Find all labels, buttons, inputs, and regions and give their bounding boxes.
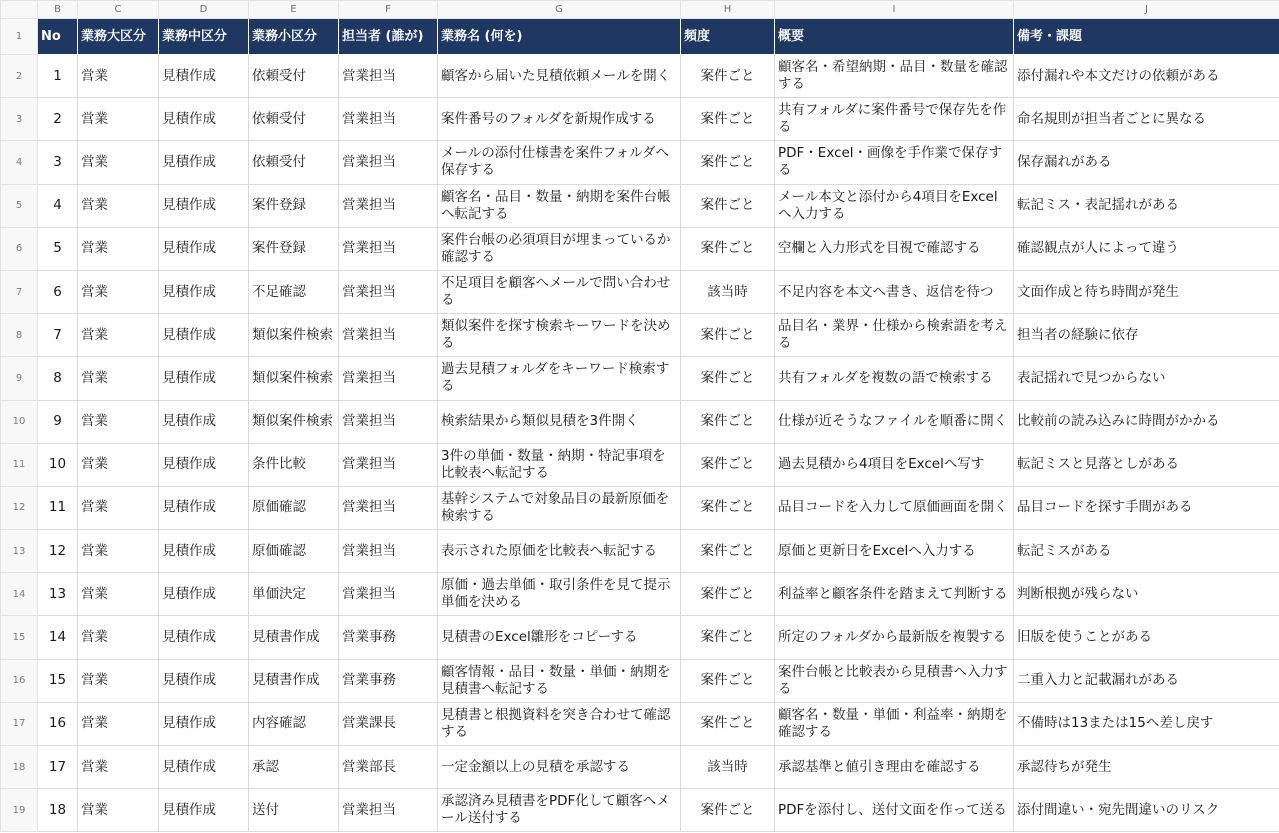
- cell-no[interactable]: 8: [38, 357, 78, 400]
- row-header[interactable]: 12: [1, 486, 38, 529]
- cell-summary[interactable]: 所定のフォルダから最新版を複製する: [775, 616, 1014, 659]
- cell-frequency[interactable]: 該当時: [681, 746, 775, 789]
- cell-task-name[interactable]: 顧客名・品目・数量・納期を案件台帳へ転記する: [438, 184, 681, 227]
- table-row: [1, 702, 1279, 745]
- cell-frequency[interactable]: 該当時: [681, 270, 775, 313]
- cell-category-middle[interactable]: 見積作成: [159, 789, 249, 832]
- cell-summary[interactable]: PDFを添付し、送付文面を作って送る: [775, 789, 1014, 832]
- cell-task-name[interactable]: 表示された原価を比較表へ転記する: [438, 530, 681, 573]
- cell-summary[interactable]: 仕様が近そうなファイルを順番に開く: [775, 400, 1014, 443]
- table-row: [1, 530, 1279, 573]
- cell-summary[interactable]: 共有フォルダを複数の語で検索する: [775, 357, 1014, 400]
- table-header-row: [1, 19, 1279, 55]
- header-no[interactable]: No: [38, 19, 78, 55]
- cell-no[interactable]: 3: [38, 141, 78, 184]
- cell-notes[interactable]: 比較前の読み込みに時間がかかる: [1014, 400, 1279, 443]
- row-header[interactable]: 16: [1, 659, 38, 702]
- cell-summary[interactable]: メール本文と添付から4項目をExcelへ入力する: [775, 184, 1014, 227]
- cell-category-middle[interactable]: 見積作成: [159, 659, 249, 702]
- cell-summary[interactable]: 案件台帳と比較表から見積書へ入力する: [775, 659, 1014, 702]
- cell-category-minor[interactable]: 承認: [249, 746, 339, 789]
- cell-owner[interactable]: 営業担当: [339, 486, 438, 529]
- cell-frequency[interactable]: 案件ごと: [681, 314, 775, 357]
- table-row: [1, 746, 1279, 789]
- cell-summary[interactable]: 原価と更新日をExcelへ入力する: [775, 530, 1014, 573]
- cell-summary[interactable]: 顧客名・希望納期・品目・数量を確認する: [775, 55, 1014, 98]
- cell-category-major[interactable]: 営業: [78, 141, 159, 184]
- cell-frequency[interactable]: 案件ごと: [681, 702, 775, 745]
- cell-category-minor[interactable]: 案件登録: [249, 227, 339, 270]
- row-header[interactable]: 9: [1, 357, 38, 400]
- cell-category-major[interactable]: 営業: [78, 789, 159, 832]
- cell-no[interactable]: 7: [38, 314, 78, 357]
- table-row: [1, 659, 1279, 702]
- cell-category-middle[interactable]: 見積作成: [159, 530, 249, 573]
- row-header[interactable]: 4: [1, 141, 38, 184]
- row-header[interactable]: 8: [1, 314, 38, 357]
- cell-category-major[interactable]: 営業: [78, 702, 159, 745]
- cell-frequency[interactable]: 案件ごと: [681, 659, 775, 702]
- cell-frequency[interactable]: 案件ごと: [681, 486, 775, 529]
- cell-category-major[interactable]: 営業: [78, 357, 159, 400]
- sheet-body: [1, 1, 1279, 832]
- cell-category-major[interactable]: 営業: [78, 184, 159, 227]
- column-header-b[interactable]: B: [38, 1, 78, 19]
- column-header-i[interactable]: I: [775, 1, 1014, 19]
- cell-category-middle[interactable]: 見積作成: [159, 184, 249, 227]
- cell-frequency[interactable]: 案件ごと: [681, 227, 775, 270]
- cell-notes[interactable]: 担当者の経験に依存: [1014, 314, 1279, 357]
- cell-summary[interactable]: 過去見積から4項目をExcelへ写す: [775, 443, 1014, 486]
- cell-category-major[interactable]: 営業: [78, 616, 159, 659]
- cell-notes[interactable]: 転記ミスがある: [1014, 530, 1279, 573]
- cell-no[interactable]: 18: [38, 789, 78, 832]
- table-row: [1, 184, 1279, 227]
- cell-notes[interactable]: 表記揺れで見つからない: [1014, 357, 1279, 400]
- column-header-e[interactable]: E: [249, 1, 339, 19]
- cell-notes[interactable]: 転記ミスと見落としがある: [1014, 443, 1279, 486]
- cell-category-minor[interactable]: 類似案件検索: [249, 314, 339, 357]
- cell-task-name[interactable]: 案件台帳の必須項目が埋まっているか確認する: [438, 227, 681, 270]
- table-row: [1, 357, 1279, 400]
- cell-task-name[interactable]: 基幹システムで対象品目の最新原価を検索する: [438, 486, 681, 529]
- cell-category-middle[interactable]: 見積作成: [159, 55, 249, 98]
- table-row: [1, 141, 1279, 184]
- cell-notes[interactable]: 確認観点が人によって違う: [1014, 227, 1279, 270]
- table-row: [1, 486, 1279, 529]
- column-header-row: [1, 1, 1279, 19]
- cell-no[interactable]: 11: [38, 486, 78, 529]
- cell-notes[interactable]: 品目コードを探す手間がある: [1014, 486, 1279, 529]
- cell-category-minor[interactable]: 単価決定: [249, 573, 339, 616]
- cell-frequency[interactable]: 案件ごと: [681, 55, 775, 98]
- cell-summary[interactable]: 利益率と顧客条件を踏まえて判断する: [775, 573, 1014, 616]
- cell-category-major[interactable]: 営業: [78, 400, 159, 443]
- cell-owner[interactable]: 営業担当: [339, 573, 438, 616]
- cell-notes[interactable]: 不備時は13または15へ差し戻す: [1014, 702, 1279, 745]
- cell-category-minor[interactable]: 不足確認: [249, 270, 339, 313]
- cell-owner[interactable]: 営業担当: [339, 357, 438, 400]
- cell-no[interactable]: 4: [38, 184, 78, 227]
- cell-category-minor[interactable]: 内容確認: [249, 702, 339, 745]
- row-header[interactable]: 17: [1, 702, 38, 745]
- cell-category-major[interactable]: 営業: [78, 98, 159, 141]
- cell-no[interactable]: 15: [38, 659, 78, 702]
- cell-notes[interactable]: 判断根拠が残らない: [1014, 573, 1279, 616]
- cell-category-major[interactable]: 営業: [78, 659, 159, 702]
- row-header[interactable]: 14: [1, 573, 38, 616]
- cell-no[interactable]: 14: [38, 616, 78, 659]
- table-row: [1, 789, 1279, 832]
- cell-no[interactable]: 12: [38, 530, 78, 573]
- row-header[interactable]: 15: [1, 616, 38, 659]
- cell-category-middle[interactable]: 見積作成: [159, 314, 249, 357]
- cell-owner[interactable]: 営業課長: [339, 702, 438, 745]
- cell-task-name[interactable]: 3件の単価・数量・納期・特記事項を比較表へ転記する: [438, 443, 681, 486]
- cell-category-minor[interactable]: 類似案件検索: [249, 400, 339, 443]
- cell-category-minor[interactable]: 原価確認: [249, 486, 339, 529]
- cell-no[interactable]: 13: [38, 573, 78, 616]
- cell-task-name[interactable]: 見積書と根拠資料を突き合わせて確認する: [438, 702, 681, 745]
- cell-owner[interactable]: 営業担当: [339, 184, 438, 227]
- cell-category-minor[interactable]: 見積書作成: [249, 616, 339, 659]
- cell-category-middle[interactable]: 見積作成: [159, 702, 249, 745]
- cell-owner[interactable]: 営業事務: [339, 659, 438, 702]
- cell-no[interactable]: 17: [38, 746, 78, 789]
- cell-no[interactable]: 16: [38, 702, 78, 745]
- row-header[interactable]: 3: [1, 98, 38, 141]
- row-header[interactable]: 1: [1, 19, 38, 55]
- cell-task-name[interactable]: 見積書のExcel雛形をコピーする: [438, 616, 681, 659]
- cell-frequency[interactable]: 案件ごと: [681, 141, 775, 184]
- cell-category-middle[interactable]: 見積作成: [159, 270, 249, 313]
- column-header-g[interactable]: G: [438, 1, 681, 19]
- table-row: [1, 573, 1279, 616]
- cell-task-name[interactable]: 原価・過去単価・取引条件を見て提示単価を決める: [438, 573, 681, 616]
- cell-notes[interactable]: 添付漏れや本文だけの依頼がある: [1014, 55, 1279, 98]
- cell-no[interactable]: 5: [38, 227, 78, 270]
- cell-category-major[interactable]: 営業: [78, 746, 159, 789]
- cell-task-name[interactable]: 検索結果から類似見積を3件開く: [438, 400, 681, 443]
- cell-category-minor[interactable]: 条件比較: [249, 443, 339, 486]
- cell-summary[interactable]: 共有フォルダに案件番号で保存先を作る: [775, 98, 1014, 141]
- row-header[interactable]: 6: [1, 227, 38, 270]
- cell-category-minor[interactable]: 依頼受付: [249, 55, 339, 98]
- cell-notes[interactable]: 命名規則が担当者ごとに異なる: [1014, 98, 1279, 141]
- cell-category-major[interactable]: 営業: [78, 530, 159, 573]
- row-header[interactable]: 13: [1, 530, 38, 573]
- row-header[interactable]: 11: [1, 443, 38, 486]
- cell-category-minor[interactable]: 類似案件検索: [249, 357, 339, 400]
- cell-category-middle[interactable]: 見積作成: [159, 573, 249, 616]
- cell-task-name[interactable]: 類似案件を探す検索キーワードを決める: [438, 314, 681, 357]
- cell-owner[interactable]: 営業担当: [339, 141, 438, 184]
- cell-summary[interactable]: 空欄と入力形式を目視で確認する: [775, 227, 1014, 270]
- row-header[interactable]: 10: [1, 400, 38, 443]
- column-header-h[interactable]: H: [681, 1, 775, 19]
- cell-summary[interactable]: 承認基準と値引き理由を確認する: [775, 746, 1014, 789]
- cell-summary[interactable]: PDF・Excel・画像を手作業で保存する: [775, 141, 1014, 184]
- row-header[interactable]: 19: [1, 789, 38, 832]
- cell-category-middle[interactable]: 見積作成: [159, 443, 249, 486]
- cell-owner[interactable]: 営業担当: [339, 227, 438, 270]
- table-row: [1, 616, 1279, 659]
- cell-category-middle[interactable]: 見積作成: [159, 357, 249, 400]
- cell-no[interactable]: 6: [38, 270, 78, 313]
- cell-task-name[interactable]: メールの添付仕様書を案件フォルダへ保存する: [438, 141, 681, 184]
- cell-no[interactable]: 9: [38, 400, 78, 443]
- table-row: [1, 443, 1279, 486]
- cell-category-major[interactable]: 営業: [78, 270, 159, 313]
- cell-owner[interactable]: 営業担当: [339, 270, 438, 313]
- cell-owner[interactable]: 営業担当: [339, 789, 438, 832]
- cell-category-middle[interactable]: 見積作成: [159, 141, 249, 184]
- table-row: [1, 227, 1279, 270]
- cell-owner[interactable]: 営業担当: [339, 98, 438, 141]
- cell-owner[interactable]: 営業担当: [339, 55, 438, 98]
- cell-owner[interactable]: 営業担当: [339, 530, 438, 573]
- cell-frequency[interactable]: 案件ごと: [681, 184, 775, 227]
- header-category-minor[interactable]: 業務小区分: [249, 19, 339, 55]
- cell-category-major[interactable]: 営業: [78, 314, 159, 357]
- header-notes[interactable]: 備考・課題: [1014, 19, 1279, 55]
- cell-category-major[interactable]: 営業: [78, 443, 159, 486]
- cell-notes[interactable]: 旧版を使うことがある: [1014, 616, 1279, 659]
- cell-category-minor[interactable]: 送付: [249, 789, 339, 832]
- row-header[interactable]: 5: [1, 184, 38, 227]
- header-summary[interactable]: 概要: [775, 19, 1014, 55]
- cell-summary[interactable]: 不足内容を本文へ書き、返信を待つ: [775, 270, 1014, 313]
- table-row: [1, 270, 1279, 313]
- cell-category-major[interactable]: 営業: [78, 486, 159, 529]
- column-header-d[interactable]: D: [159, 1, 249, 19]
- cell-task-name[interactable]: 不足項目を顧客へメールで問い合わせる: [438, 270, 681, 313]
- cell-category-middle[interactable]: 見積作成: [159, 486, 249, 529]
- table-row: [1, 55, 1279, 98]
- cell-category-middle[interactable]: 見積作成: [159, 616, 249, 659]
- cell-category-minor[interactable]: 依頼受付: [249, 141, 339, 184]
- cell-summary[interactable]: 品目名・業界・仕様から検索語を考える: [775, 314, 1014, 357]
- cell-task-name[interactable]: 顧客から届いた見積依頼メールを開く: [438, 55, 681, 98]
- header-category-middle[interactable]: 業務中区分: [159, 19, 249, 55]
- cell-notes[interactable]: 添付間違い・宛先間違いのリスク: [1014, 789, 1279, 832]
- cell-owner[interactable]: 営業担当: [339, 314, 438, 357]
- cell-category-middle[interactable]: 見積作成: [159, 98, 249, 141]
- cell-notes[interactable]: 文面作成と待ち時間が発生: [1014, 270, 1279, 313]
- header-frequency[interactable]: 頻度: [681, 19, 775, 55]
- cell-no[interactable]: 10: [38, 443, 78, 486]
- cell-owner[interactable]: 営業部長: [339, 746, 438, 789]
- cell-owner[interactable]: 営業担当: [339, 443, 438, 486]
- cell-task-name[interactable]: 案件番号のフォルダを新規作成する: [438, 98, 681, 141]
- cell-category-major[interactable]: 営業: [78, 573, 159, 616]
- cell-frequency[interactable]: 案件ごと: [681, 357, 775, 400]
- cell-category-minor[interactable]: 原価確認: [249, 530, 339, 573]
- cell-notes[interactable]: 転記ミス・表記揺れがある: [1014, 184, 1279, 227]
- row-header[interactable]: 2: [1, 55, 38, 98]
- row-header[interactable]: 18: [1, 746, 38, 789]
- cell-owner[interactable]: 営業担当: [339, 400, 438, 443]
- column-header-f[interactable]: F: [339, 1, 438, 19]
- cell-no[interactable]: 1: [38, 55, 78, 98]
- cell-frequency[interactable]: 案件ごと: [681, 573, 775, 616]
- cell-frequency[interactable]: 案件ごと: [681, 98, 775, 141]
- cell-task-name[interactable]: 過去見積フォルダをキーワード検索する: [438, 357, 681, 400]
- cell-frequency[interactable]: 案件ごと: [681, 530, 775, 573]
- cell-notes[interactable]: 承認待ちが発生: [1014, 746, 1279, 789]
- header-category-major[interactable]: 業務大区分: [78, 19, 159, 55]
- cell-summary[interactable]: 顧客名・数量・単価・利益率・納期を確認する: [775, 702, 1014, 745]
- header-owner[interactable]: 担当者 (誰が): [339, 19, 438, 55]
- table-row: [1, 98, 1279, 141]
- cell-task-name[interactable]: 顧客情報・品目・数量・単価・納期を見積書へ転記する: [438, 659, 681, 702]
- cell-category-minor[interactable]: 依頼受付: [249, 98, 339, 141]
- column-header-c[interactable]: C: [78, 1, 159, 19]
- corner-cell[interactable]: [1, 1, 38, 19]
- cell-notes[interactable]: 二重入力と記載漏れがある: [1014, 659, 1279, 702]
- cell-category-middle[interactable]: 見積作成: [159, 746, 249, 789]
- cell-task-name[interactable]: 一定金額以上の見積を承認する: [438, 746, 681, 789]
- table-row: [1, 400, 1279, 443]
- cell-no[interactable]: 2: [38, 98, 78, 141]
- cell-category-major[interactable]: 営業: [78, 55, 159, 98]
- column-header-j[interactable]: J: [1014, 1, 1279, 19]
- cell-frequency[interactable]: 案件ごと: [681, 789, 775, 832]
- cell-notes[interactable]: 保存漏れがある: [1014, 141, 1279, 184]
- cell-summary[interactable]: 品目コードを入力して原価画面を開く: [775, 486, 1014, 529]
- cell-task-name[interactable]: 承認済み見積書をPDF化して顧客へメール送付する: [438, 789, 681, 832]
- cell-frequency[interactable]: 案件ごと: [681, 443, 775, 486]
- cell-category-minor[interactable]: 案件登録: [249, 184, 339, 227]
- cell-category-major[interactable]: 営業: [78, 227, 159, 270]
- cell-frequency[interactable]: 案件ごと: [681, 616, 775, 659]
- header-task-name[interactable]: 業務名 (何を): [438, 19, 681, 55]
- cell-owner[interactable]: 営業事務: [339, 616, 438, 659]
- cell-category-middle[interactable]: 見積作成: [159, 227, 249, 270]
- table-row: [1, 314, 1279, 357]
- row-header[interactable]: 7: [1, 270, 38, 313]
- cell-frequency[interactable]: 案件ごと: [681, 400, 775, 443]
- cell-category-middle[interactable]: 見積作成: [159, 400, 249, 443]
- cell-category-minor[interactable]: 見積書作成: [249, 659, 339, 702]
